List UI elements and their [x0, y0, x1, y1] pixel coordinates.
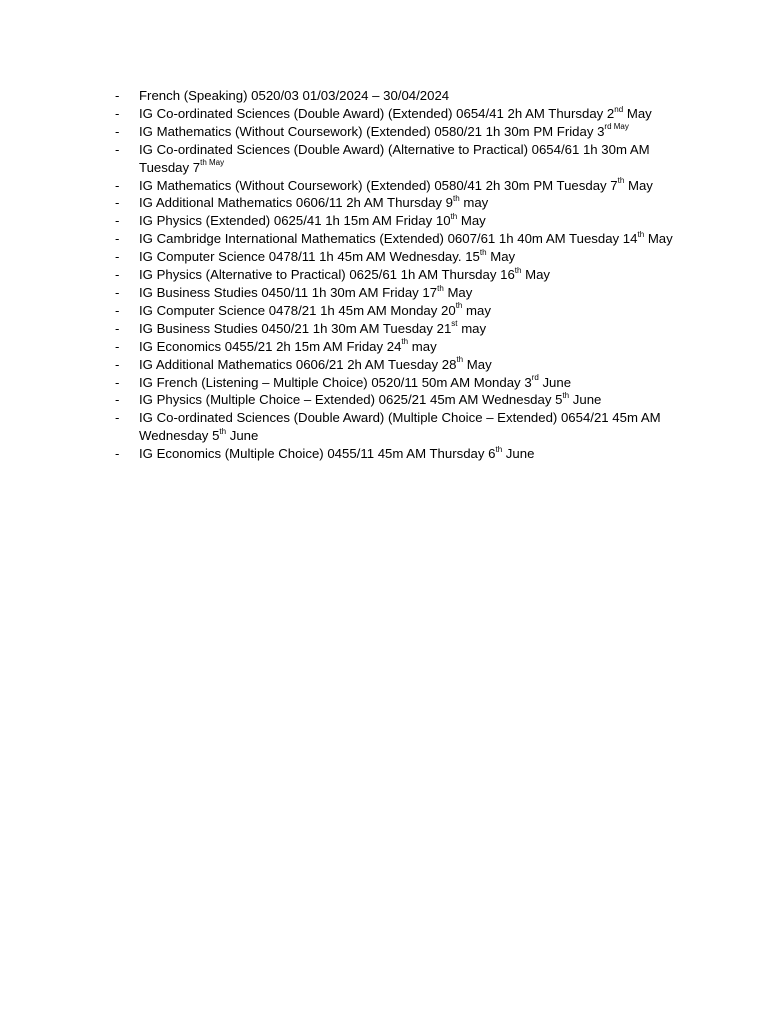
exam-entry-text	[139, 267, 550, 282]
entry-text-segment: IG Business Studies 0450/21 1h 30m AM Tuesday 21	[139, 320, 452, 336]
exam-schedule-list	[115, 87, 685, 463]
exam-entry-text	[139, 285, 472, 300]
entry-text-segment: June	[569, 392, 602, 408]
entry-text-segment: May	[624, 177, 653, 193]
entry-text-segment: IG Economics 0455/21 2h 15m AM Friday 24	[139, 338, 402, 354]
entry-text-segment: IG French (Listening – Multiple Choice) 0520/11 50m AM Monday 3	[139, 374, 532, 390]
list-item	[115, 266, 685, 284]
entry-text-segment: IG Mathematics (Without Coursework) (Extended) 0580/41 2h 30m PM Tuesday 7	[139, 177, 618, 193]
bullet-dash: -	[115, 374, 120, 390]
entry-text-segment: IG Additional Mathematics 0606/11 2h AM Thursday 9	[139, 195, 453, 211]
entry-text-segment: May	[644, 231, 673, 247]
exam-entry-text	[139, 339, 437, 354]
list-item	[115, 105, 685, 123]
ordinal-suffix: th	[450, 211, 458, 221]
exam-entry-text	[139, 357, 492, 372]
list-item	[115, 445, 685, 463]
ordinal-suffix: nd	[614, 104, 624, 114]
exam-entry-text	[139, 303, 491, 318]
entry-text-segment: June	[226, 428, 259, 444]
entry-text-segment: May	[623, 105, 652, 121]
entry-text-segment: IG Computer Science 0478/21 1h 45m AM Monday 20	[139, 302, 456, 318]
bullet-dash: -	[115, 338, 120, 354]
exam-entry-text	[139, 231, 673, 246]
bullet-dash: -	[115, 320, 120, 336]
ordinal-suffix: rd	[531, 373, 539, 383]
exam-entry-text	[139, 446, 534, 461]
entry-text-segment: may	[462, 302, 491, 318]
ordinal-suffix: th	[514, 265, 522, 275]
entry-text-segment: May	[486, 249, 516, 265]
entry-text-segment: may	[457, 320, 487, 336]
bullet-dash: -	[115, 213, 120, 229]
list-item	[115, 248, 685, 266]
bullet-dash: -	[115, 88, 120, 103]
entry-text-segment: IG Cambridge International Mathematics (Extended) 0607/61 1h 40m AM Tuesday 14	[139, 231, 638, 247]
exam-entry-text	[139, 124, 629, 139]
ordinal-suffix: th	[401, 337, 409, 347]
entry-text-segment: May	[457, 213, 486, 229]
ordinal-suffix: th	[455, 301, 463, 311]
ordinal-suffix: th	[479, 247, 487, 257]
bullet-dash: -	[115, 410, 120, 426]
entry-text-segment: IG Co-ordinated Sciences (Double Award) (Extended) 0654/41 2h AM Thursday 2	[139, 105, 615, 121]
ordinal-suffix: th	[453, 194, 460, 204]
ordinal-suffix: th	[456, 355, 464, 365]
bullet-dash: -	[115, 177, 120, 193]
list-item	[115, 212, 685, 230]
exam-entry-text	[139, 88, 449, 103]
ordinal-suffix: rd May	[604, 122, 629, 132]
entry-text-segment: May	[521, 267, 551, 283]
exam-entry-text	[139, 392, 601, 407]
list-item	[115, 356, 685, 374]
list-item	[115, 409, 685, 445]
ordinal-suffix: th	[437, 283, 444, 293]
list-item	[115, 87, 685, 105]
ordinal-suffix: th	[495, 444, 503, 454]
bullet-dash: -	[115, 446, 120, 462]
bullet-dash: -	[115, 249, 120, 265]
list-item	[115, 177, 685, 195]
list-item	[115, 374, 685, 392]
entry-text-segment: may	[459, 195, 489, 211]
entry-text-segment: IG Co-ordinated Sciences (Double Award) (Multiple Choice – Extended) 0654/21 45m AM Wednesday 5	[139, 410, 661, 444]
bullet-dash: -	[115, 267, 120, 283]
entry-text-segment: June	[538, 374, 572, 390]
bullet-dash: -	[115, 302, 120, 318]
exam-entry-text	[139, 410, 661, 443]
entry-text-segment: IG Co-ordinated Sciences (Double Award) (Alternative to Practical) 0654/61 1h 30m AM Tuesday 7	[139, 141, 650, 175]
bullet-dash: -	[115, 141, 120, 157]
exam-entry-text	[139, 375, 571, 390]
entry-text-segment: IG Business Studies 0450/11 1h 30m AM Friday 17	[139, 284, 438, 300]
bullet-dash: -	[115, 195, 120, 211]
entry-text-segment: IG Physics (Alternative to Practical) 0625/61 1h AM Thursday 16	[139, 267, 515, 283]
ordinal-suffix: th	[219, 426, 227, 436]
ordinal-suffix: th	[562, 391, 570, 401]
bullet-dash: -	[115, 231, 120, 247]
entry-text-segment: IG Economics (Multiple Choice) 0455/11 45m AM Thursday 6	[139, 446, 496, 462]
exam-entry-text	[139, 213, 486, 228]
entry-text-segment: IG Additional Mathematics 0606/21 2h AM Tuesday 28	[139, 356, 457, 372]
list-item	[115, 230, 685, 248]
entry-text-segment: may	[408, 338, 437, 354]
entry-text-segment: May	[443, 284, 473, 300]
ordinal-suffix: st	[451, 319, 458, 329]
entry-text-segment: French (Speaking) 0520/03 01/03/2024 – 30/04/2024	[139, 88, 450, 103]
entry-text-segment: IG Mathematics (Without Coursework) (Extended) 0580/21 1h 30m PM Friday 3	[139, 123, 605, 139]
list-item	[115, 123, 685, 141]
entry-text-segment: IG Computer Science 0478/11 1h 45m AM Wednesday. 15	[139, 249, 480, 265]
list-item	[115, 194, 685, 212]
exam-entry-text	[139, 321, 486, 336]
bullet-dash: -	[115, 105, 120, 121]
entry-text-segment: May	[463, 356, 492, 372]
entry-text-segment: IG Physics (Extended) 0625/41 1h 15m AM Friday 10	[139, 213, 451, 229]
ordinal-suffix: th	[617, 176, 625, 186]
entry-text-segment: June	[502, 446, 535, 462]
ordinal-suffix: th	[637, 229, 645, 239]
exam-entry-text	[139, 142, 650, 175]
ordinal-suffix: th May	[200, 158, 225, 168]
exam-entry-text	[139, 249, 515, 264]
bullet-dash: -	[115, 123, 120, 139]
exam-entry-text	[139, 106, 652, 121]
entry-text-segment: IG Physics (Multiple Choice – Extended) 0625/21 45m AM Wednesday 5	[139, 392, 563, 408]
list-item	[115, 320, 685, 338]
bullet-dash: -	[115, 356, 120, 372]
exam-entry-text	[139, 195, 488, 210]
list-item	[115, 338, 685, 356]
list-item	[115, 284, 685, 302]
bullet-dash: -	[115, 392, 120, 408]
list-item	[115, 302, 685, 320]
list-item	[115, 391, 685, 409]
bullet-dash: -	[115, 284, 120, 300]
list-item	[115, 141, 685, 177]
exam-entry-text	[139, 178, 653, 193]
